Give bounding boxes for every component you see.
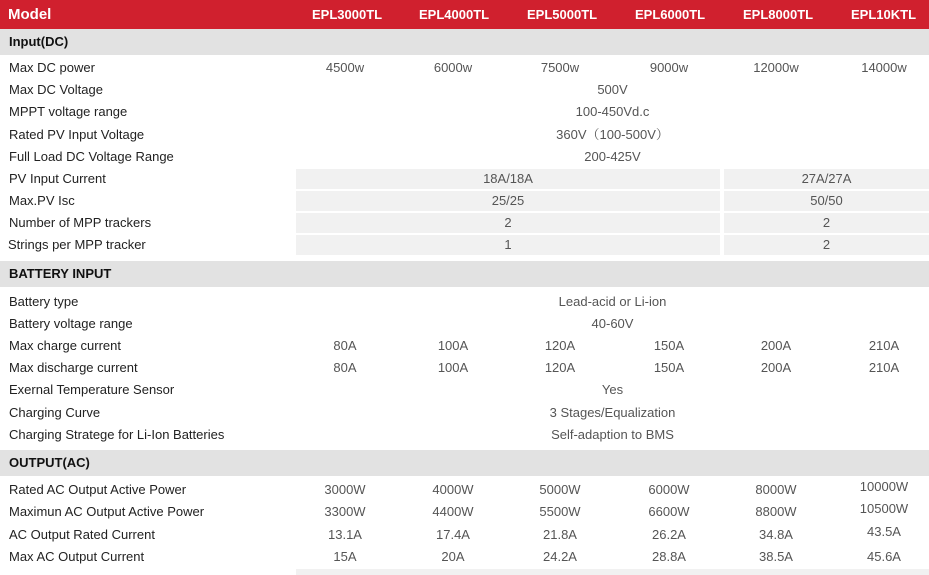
row-label: Battery type	[9, 294, 79, 309]
cell-value: 210A	[868, 338, 900, 353]
cell-value: 5000W	[539, 482, 581, 497]
row-charging-curve	[0, 402, 929, 424]
row-label: Max.PV Isc	[9, 193, 75, 208]
row-rated-pv-voltage	[0, 124, 929, 146]
cell-value: 4000W	[432, 482, 474, 497]
cell-value: 40-60V	[591, 316, 634, 331]
row-maximun-ac-power	[0, 501, 929, 523]
cell-value: 10500W	[859, 501, 909, 516]
cell-value: 8000W	[755, 482, 797, 497]
table-header	[0, 0, 929, 29]
row-label: Strings per MPP tracker	[8, 237, 146, 252]
header-model-4: EPL6000TL	[635, 7, 706, 22]
cell-value: 210A	[868, 360, 900, 375]
section-output-ac	[0, 450, 929, 476]
row-ac-rated-current	[0, 524, 929, 546]
header-model-label: Model	[8, 6, 52, 23]
row-pv-input-current	[0, 168, 929, 190]
row-max-pv-isc	[0, 190, 929, 212]
row-max-ac-current	[0, 546, 929, 568]
cell-value: 13.1A	[328, 527, 362, 542]
row-label: Full Load DC Voltage Range	[9, 149, 174, 164]
row-label: MPPT voltage range	[9, 104, 128, 119]
row-mppt-range	[0, 101, 929, 123]
row-label: Charging Curve	[9, 405, 101, 420]
header-model-2: EPL4000TL	[419, 7, 490, 22]
cell-value: 3000W	[324, 482, 366, 497]
row-max-charge-current	[0, 335, 929, 357]
cell-value: 34.8A	[759, 527, 793, 542]
row-label: Rated PV Input Voltage	[9, 127, 145, 142]
cell-value: 150A	[653, 360, 685, 375]
row-label: Battery voltage range	[9, 316, 133, 331]
row-full-load-range	[0, 146, 929, 168]
cell-value: 200-425V	[584, 149, 641, 164]
header-model-3: EPL5000TL	[527, 7, 598, 22]
row-external-temp-sensor	[0, 379, 929, 401]
section-battery-input	[0, 261, 929, 287]
cell-value: 120A	[544, 360, 576, 375]
row-battery-voltage	[0, 313, 929, 335]
row-rated-ac-power	[0, 479, 929, 501]
cell-value: 24.2A	[543, 549, 577, 564]
cell-value: 17.4A	[436, 527, 470, 542]
cell-value: 100A	[437, 338, 469, 353]
cell-value: 120A	[544, 338, 576, 353]
row-label: Number of MPP trackers	[9, 215, 152, 230]
cell-value: 2	[822, 237, 831, 252]
cell-value: 28.8A	[652, 549, 686, 564]
header-model-6: EPL10KTL	[851, 7, 917, 22]
header-model-1: EPL3000TL	[312, 7, 383, 22]
row-label: Max DC power	[9, 60, 95, 75]
cell-value: 1	[504, 237, 512, 252]
row-label: Rated AC Output Active Power	[9, 482, 187, 497]
row-mpp-trackers	[0, 212, 929, 234]
row-label: Max AC Output Current	[9, 549, 145, 564]
cell-value: 5500W	[539, 504, 581, 519]
row-label: Exernal Temperature Sensor	[9, 382, 175, 397]
cell-value: Lead-acid or Li-ion	[558, 294, 667, 309]
cell-value: 8800W	[755, 504, 797, 519]
cell-value: 80A	[333, 338, 357, 353]
cell-value: 200A	[760, 338, 792, 353]
cell-value: Yes	[601, 382, 624, 397]
section-title: BATTERY INPUT	[9, 266, 112, 281]
cell-value: 6000W	[648, 482, 690, 497]
cell-value: 500V	[597, 82, 628, 97]
cutoff-row-band	[296, 569, 929, 575]
row-max-discharge-current	[0, 357, 929, 379]
row-label: PV Input Current	[9, 171, 106, 186]
cell-value: 100A	[437, 360, 469, 375]
cell-value: 360V（100-500V）	[556, 127, 669, 142]
cell-value: 25/25	[491, 193, 525, 208]
row-strings-per-tracker	[0, 234, 929, 256]
cell-value: 43.5A	[867, 524, 901, 539]
cell-value: 38.5A	[759, 549, 793, 564]
cell-value: 26.2A	[652, 527, 686, 542]
cell-value: 9000w	[649, 60, 689, 75]
row-label: Max DC Voltage	[9, 82, 103, 97]
cell-value: 45.6A	[867, 549, 901, 564]
row-label: Maximun AC Output Active Power	[9, 504, 205, 519]
section-title: Input(DC)	[9, 34, 69, 49]
cell-value: 50/50	[810, 193, 843, 208]
cell-value: 15A	[333, 549, 357, 564]
row-label: Max discharge current	[9, 360, 138, 375]
cell-value: 4400W	[432, 504, 474, 519]
cell-value: 10000W	[859, 479, 909, 494]
cell-value: 20A	[441, 549, 465, 564]
section-title: OUTPUT(AC)	[9, 455, 90, 470]
cell-value: Self-adaption to BMS	[551, 427, 674, 442]
cell-value: 2	[504, 215, 512, 230]
row-max-dc-power	[0, 57, 929, 79]
cell-value: 14000w	[861, 60, 907, 75]
cell-value: 18A/18A	[483, 171, 533, 186]
cell-value: 3300W	[324, 504, 366, 519]
section-input-dc	[0, 29, 929, 55]
row-label: Charging Stratege for Li-Ion Batteries	[9, 427, 225, 442]
cell-value: 100-450Vd.c	[575, 104, 650, 119]
row-charging-strategy	[0, 424, 929, 446]
row-battery-type	[0, 291, 929, 313]
cell-value: 6600W	[648, 504, 690, 519]
cell-value: 200A	[760, 360, 792, 375]
cell-value: 2	[822, 215, 831, 230]
header-model-5: EPL8000TL	[743, 7, 814, 22]
cell-value: 7500w	[540, 60, 580, 75]
cell-value: 3 Stages/Equalization	[549, 405, 676, 420]
cell-value: 12000w	[753, 60, 799, 75]
cell-value: 80A	[333, 360, 357, 375]
cell-value: 4500w	[325, 60, 365, 75]
cell-value: 6000w	[433, 60, 473, 75]
cell-value: 27A/27A	[801, 171, 852, 186]
cell-value: 150A	[653, 338, 685, 353]
row-max-dc-voltage	[0, 79, 929, 101]
cell-value: 21.8A	[543, 527, 577, 542]
row-label: AC Output Rated Current	[9, 527, 155, 542]
row-label: Max charge current	[9, 338, 121, 353]
